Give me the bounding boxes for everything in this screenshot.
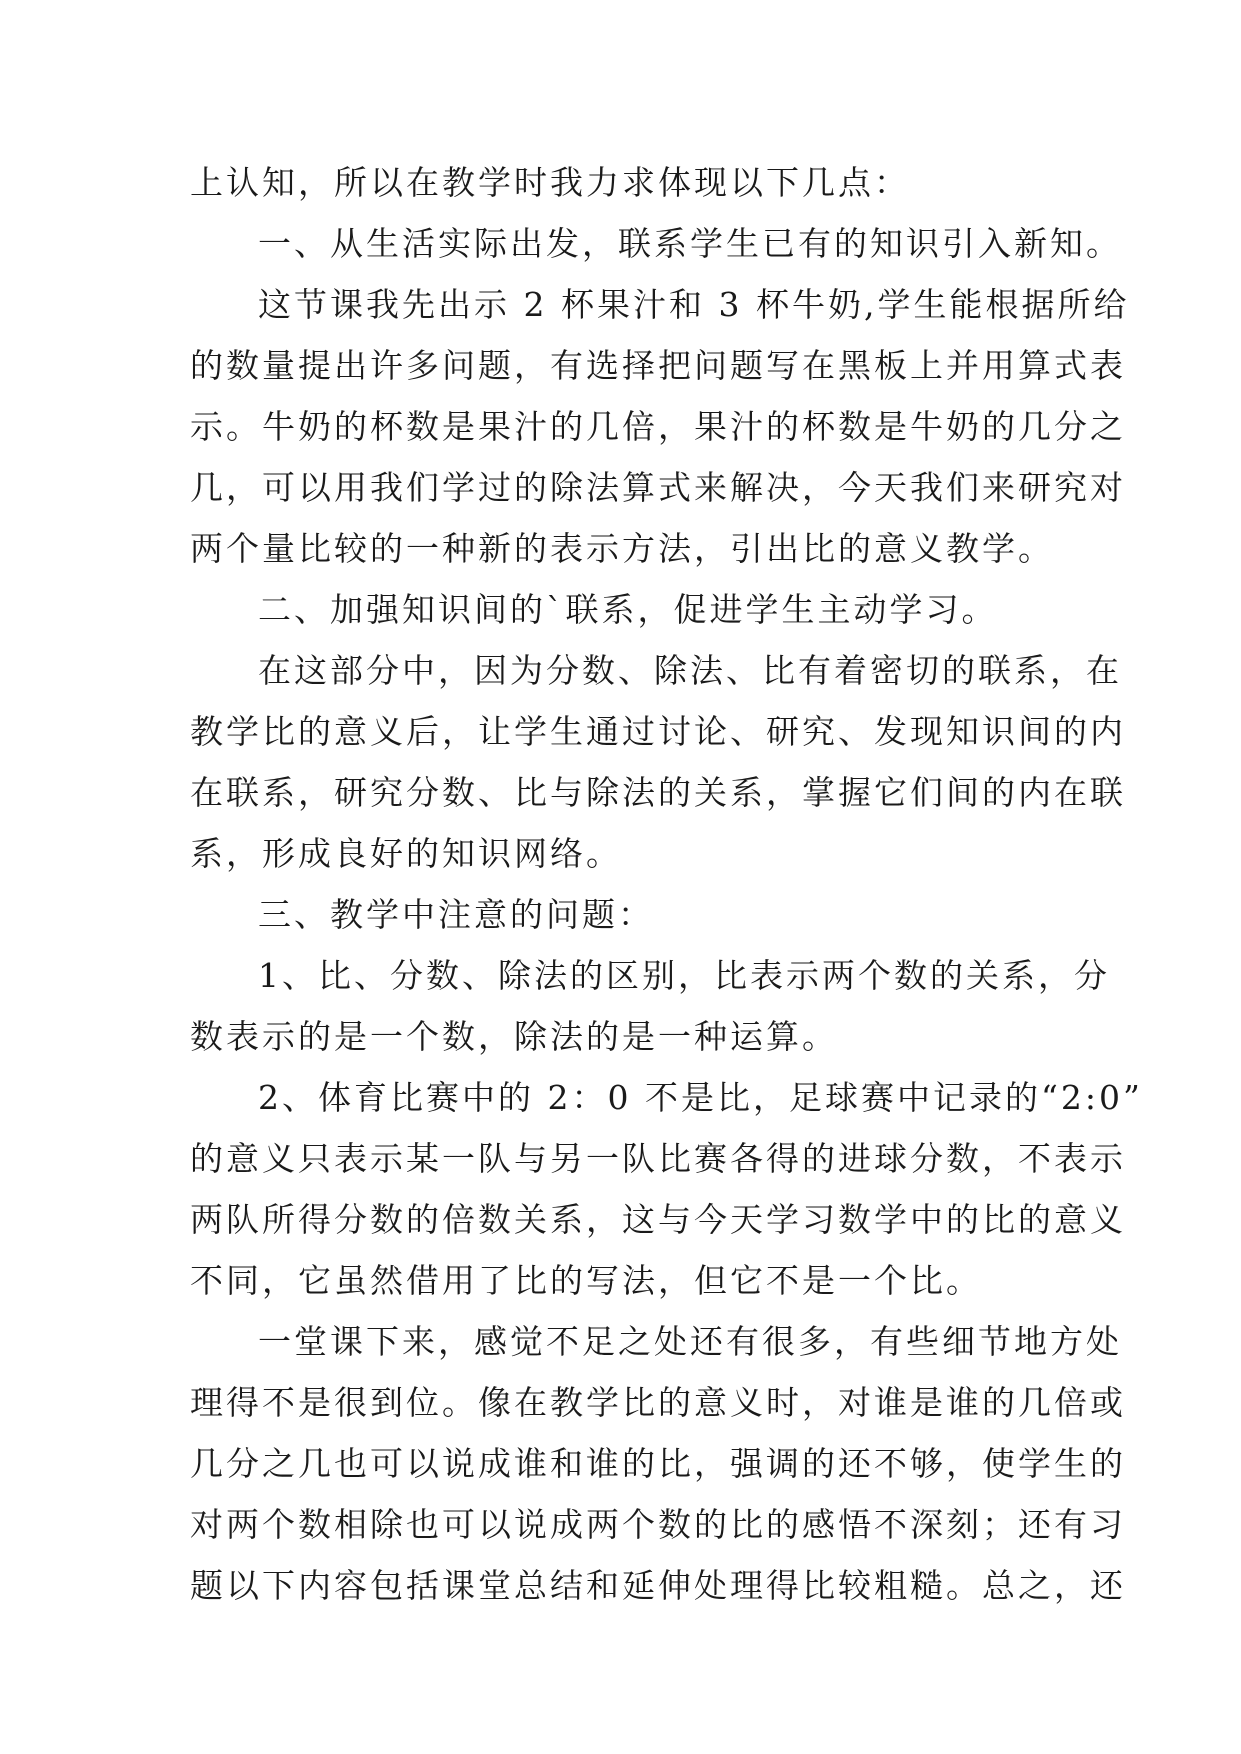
text-line: 在联系，研究分数、比与除法的关系，掌握它们间的内在联	[190, 773, 1126, 812]
text-line: 二、加强知识间的`联系，促进学生主动学习。	[258, 590, 998, 629]
text-line: 的数量提出许多问题，有选择把问题写在黑板上并用算式表	[190, 346, 1126, 385]
text-line: 对两个数相除也可以说成两个数的比的感悟不深刻；还有习	[190, 1505, 1126, 1544]
text-line: 系，形成良好的知识网络。	[190, 834, 622, 873]
text-line: 在这部分中，因为分数、除法、比有着密切的联系，在	[258, 651, 1122, 690]
text-line: 理得不是很到位。像在教学比的意义时，对谁是谁的几倍或	[190, 1383, 1126, 1422]
text-line: 这节课我先出示 2 杯果汁和 3 杯牛奶,学生能根据所给	[258, 285, 1130, 324]
text-line: 不同，它虽然借用了比的写法，但它不是一个比。	[190, 1261, 982, 1300]
text-line: 三、教学中注意的问题：	[258, 895, 654, 934]
text-line: 示。牛奶的杯数是果汁的几倍，果汁的杯数是牛奶的几分之	[190, 407, 1126, 446]
text-line: 几分之几也可以说成谁和谁的比，强调的还不够，使学生的	[190, 1444, 1126, 1483]
text-line: 题以下内容包括课堂总结和延伸处理得比较粗糙。总之，还	[190, 1566, 1126, 1605]
body-text	[190, 152, 1143, 1616]
text-line: 一堂课下来，感觉不足之处还有很多，有些细节地方处	[258, 1322, 1122, 1361]
text-line: 数表示的是一个数，除法的是一种运算。	[190, 1017, 838, 1056]
text-line: 2、体育比赛中的 2：0 不是比，足球赛中记录的“2:0”	[258, 1078, 1143, 1117]
text-line: 教学比的意义后，让学生通过讨论、研究、发现知识间的内	[190, 712, 1126, 751]
text-line: 的意义只表示某一队与另一队比赛各得的进球分数，不表示	[190, 1139, 1126, 1178]
text-line: 一、从生活实际出发，联系学生已有的知识引入新知。	[258, 224, 1122, 263]
text-line: 几，可以用我们学过的除法算式来解决，今天我们来研究对	[190, 468, 1126, 507]
text-line: 两个量比较的一种新的表示方法，引出比的意义教学。	[190, 529, 1054, 568]
text-line: 两队所得分数的倍数关系，这与今天学习数学中的比的意义	[190, 1200, 1126, 1239]
text-line: 1、比、分数、除法的区别，比表示两个数的关系，分	[258, 956, 1110, 995]
text-line: 上认知，所以在教学时我力求体现以下几点：	[190, 163, 910, 202]
